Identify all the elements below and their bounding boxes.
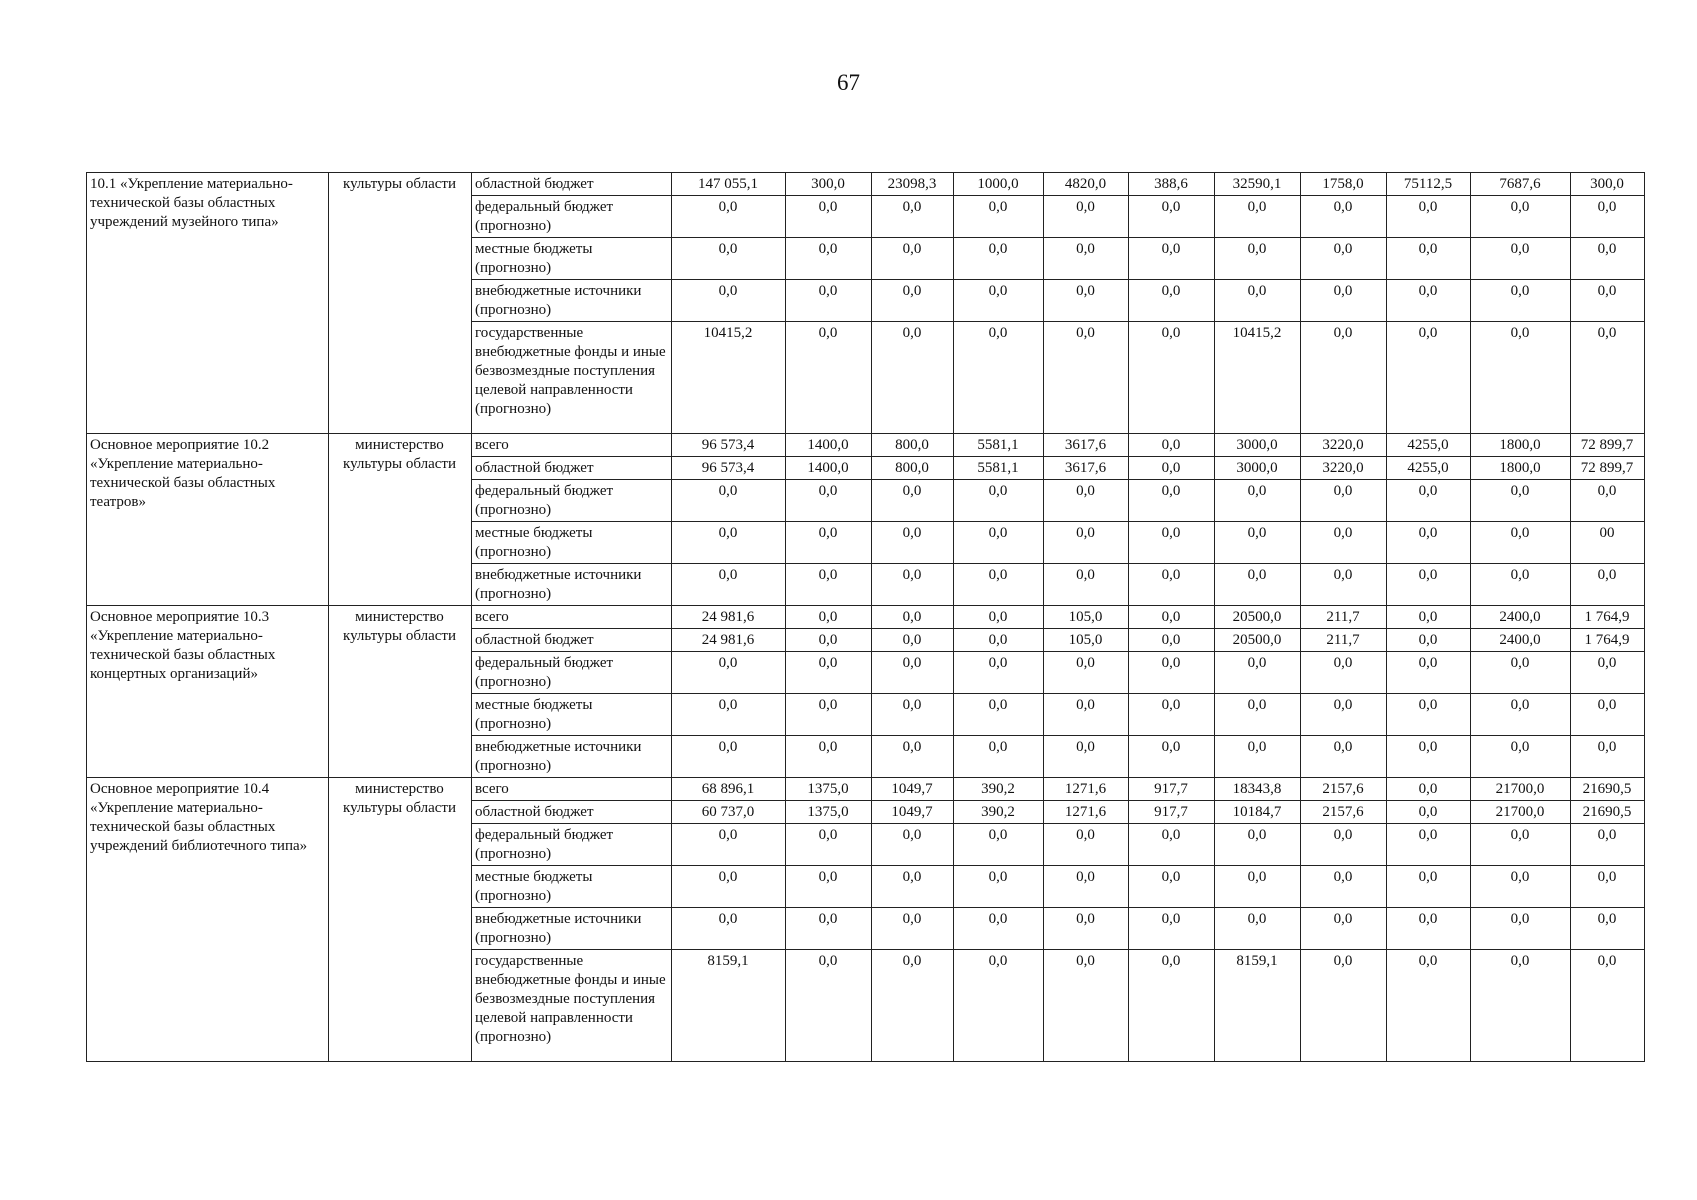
year-amount-cell: 1049,7 [872,801,954,824]
year-amount-cell: 0,0 [954,629,1044,652]
total-amount-cell: 147 055,1 [672,173,786,196]
year-amount-cell: 0,0 [1387,238,1471,280]
year-amount-cell: 0,0 [1044,652,1129,694]
year-amount-cell: 75112,5 [1387,173,1471,196]
total-amount-cell: 0,0 [672,522,786,564]
year-amount-cell: 0,0 [1571,736,1645,778]
year-amount-cell: 0,0 [1571,280,1645,322]
year-amount-cell: 0,0 [1129,866,1215,908]
year-amount-cell: 0,0 [872,950,954,1062]
activity-title: Основное мероприятие 10.3 «Укрепление материально-технической базы областных концертных организаций» [87,606,329,778]
year-amount-cell: 0,0 [1129,629,1215,652]
year-amount-cell: 0,0 [1301,736,1387,778]
year-amount-cell: 0,0 [786,866,872,908]
year-amount-cell: 0,0 [1215,824,1301,866]
year-amount-cell: 0,0 [786,196,872,238]
year-amount-cell: 0,0 [1387,196,1471,238]
year-amount-cell: 0,0 [1387,652,1471,694]
year-amount-cell: 21690,5 [1571,778,1645,801]
year-amount-cell: 0,0 [1044,238,1129,280]
year-amount-cell: 0,0 [1215,736,1301,778]
year-amount-cell: 0,0 [1215,908,1301,950]
year-amount-cell: 1375,0 [786,778,872,801]
year-amount-cell: 1271,6 [1044,801,1129,824]
year-amount-cell: 0,0 [872,866,954,908]
year-amount-cell: 0,0 [786,950,872,1062]
year-amount-cell: 0,0 [1044,950,1129,1062]
year-amount-cell: 1049,7 [872,778,954,801]
year-amount-cell: 0,0 [954,606,1044,629]
table-row [87,606,1645,629]
year-amount-cell: 0,0 [1301,238,1387,280]
year-amount-cell: 0,0 [1471,824,1571,866]
year-amount-cell: 0,0 [1215,522,1301,564]
year-amount-cell: 32590,1 [1215,173,1301,196]
year-amount-cell: 0,0 [954,322,1044,434]
year-amount-cell: 7687,6 [1471,173,1571,196]
year-amount-cell: 0,0 [1471,736,1571,778]
year-amount-cell: 0,0 [1215,866,1301,908]
year-amount-cell: 0,0 [1301,652,1387,694]
funding-source: федеральный бюджет (прогнозно) [472,480,672,522]
year-amount-cell: 2400,0 [1471,629,1571,652]
total-amount-cell: 0,0 [672,908,786,950]
year-amount-cell: 10415,2 [1215,322,1301,434]
total-amount-cell: 24 981,6 [672,629,786,652]
funding-source: местные бюджеты (прогнозно) [472,694,672,736]
budget-table-body [87,173,1645,1062]
funding-source: государственные внебюджетные фонды и иные безвозмездные поступления целевой направленности (прогнозно) [472,322,672,434]
year-amount-cell: 0,0 [786,522,872,564]
year-amount-cell: 0,0 [1571,694,1645,736]
total-amount-cell: 24 981,6 [672,606,786,629]
year-amount-cell: 0,0 [1044,736,1129,778]
year-amount-cell: 0,0 [872,480,954,522]
page-number: 67 [837,70,860,95]
year-amount-cell: 0,0 [1571,196,1645,238]
funding-source: всего [472,434,672,457]
year-amount-cell: 0,0 [1471,280,1571,322]
year-amount-cell: 0,0 [1301,280,1387,322]
year-amount-cell: 0,0 [1044,196,1129,238]
funding-source: всего [472,606,672,629]
year-amount-cell: 0,0 [1044,824,1129,866]
budget-table [86,172,1645,1062]
year-amount-cell: 0,0 [872,908,954,950]
responsible-executor: культуры области [329,173,472,434]
year-amount-cell: 0,0 [1471,908,1571,950]
funding-source: местные бюджеты (прогнозно) [472,238,672,280]
year-amount-cell: 0,0 [786,736,872,778]
year-amount-cell: 5581,1 [954,434,1044,457]
year-amount-cell: 800,0 [872,457,954,480]
year-amount-cell: 0,0 [1044,522,1129,564]
year-amount-cell: 0,0 [1129,606,1215,629]
year-amount-cell: 0,0 [954,238,1044,280]
year-amount-cell: 0,0 [786,480,872,522]
funding-source: федеральный бюджет (прогнозно) [472,652,672,694]
year-amount-cell: 1800,0 [1471,434,1571,457]
year-amount-cell: 0,0 [786,606,872,629]
year-amount-cell: 1 764,9 [1571,629,1645,652]
year-amount-cell: 72 899,7 [1571,457,1645,480]
total-amount-cell: 0,0 [672,824,786,866]
year-amount-cell: 0,0 [1301,564,1387,606]
year-amount-cell: 0,0 [872,280,954,322]
year-amount-cell: 1000,0 [954,173,1044,196]
year-amount-cell: 0,0 [1044,866,1129,908]
year-amount-cell: 0,0 [1387,606,1471,629]
funding-source: государственные внебюджетные фонды и иные безвозмездные поступления целевой направленности (прогнозно) [472,950,672,1062]
funding-source: областной бюджет [472,629,672,652]
year-amount-cell: 0,0 [1471,866,1571,908]
year-amount-cell: 300,0 [1571,173,1645,196]
year-amount-cell: 0,0 [1129,908,1215,950]
year-amount-cell: 0,0 [1387,866,1471,908]
funding-source: внебюджетные источники (прогнозно) [472,564,672,606]
year-amount-cell: 105,0 [1044,606,1129,629]
year-amount-cell: 0,0 [1129,652,1215,694]
year-amount-cell: 0,0 [1471,480,1571,522]
year-amount-cell: 0,0 [1571,564,1645,606]
total-amount-cell: 0,0 [672,238,786,280]
year-amount-cell: 3000,0 [1215,457,1301,480]
total-amount-cell: 60 737,0 [672,801,786,824]
year-amount-cell: 0,0 [1387,736,1471,778]
total-amount-cell: 8159,1 [672,950,786,1062]
year-amount-cell: 0,0 [954,908,1044,950]
year-amount-cell: 0,0 [1387,480,1471,522]
year-amount-cell: 21690,5 [1571,801,1645,824]
year-amount-cell: 0,0 [1301,480,1387,522]
total-amount-cell: 0,0 [672,564,786,606]
activity-title: Основное мероприятие 10.4 «Укрепление материально-технической базы областных учреждений библиотечного типа» [87,778,329,1062]
year-amount-cell: 0,0 [1129,522,1215,564]
year-amount-cell: 0,0 [1571,824,1645,866]
year-amount-cell: 3000,0 [1215,434,1301,457]
funding-source: всего [472,778,672,801]
activity-title: 10.1 «Укрепление материально-технической базы областных учреждений музейного типа» [87,173,329,434]
year-amount-cell: 0,0 [872,606,954,629]
year-amount-cell: 0,0 [954,522,1044,564]
year-amount-cell: 0,0 [786,629,872,652]
year-amount-cell: 0,0 [1301,824,1387,866]
year-amount-cell: 390,2 [954,778,1044,801]
funding-source: областной бюджет [472,457,672,480]
year-amount-cell: 1375,0 [786,801,872,824]
year-amount-cell: 1800,0 [1471,457,1571,480]
year-amount-cell: 1271,6 [1044,778,1129,801]
year-amount-cell: 0,0 [786,322,872,434]
year-amount-cell: 0,0 [1301,908,1387,950]
year-amount-cell: 0,0 [1301,522,1387,564]
year-amount-cell: 0,0 [1044,908,1129,950]
year-amount-cell: 0,0 [1301,322,1387,434]
year-amount-cell: 0,0 [872,694,954,736]
year-amount-cell: 20500,0 [1215,629,1301,652]
year-amount-cell: 0,0 [1129,694,1215,736]
year-amount-cell: 0,0 [872,196,954,238]
year-amount-cell: 3220,0 [1301,457,1387,480]
year-amount-cell: 0,0 [1129,280,1215,322]
year-amount-cell: 0,0 [1387,824,1471,866]
year-amount-cell: 0,0 [1129,434,1215,457]
year-amount-cell: 211,7 [1301,629,1387,652]
year-amount-cell: 0,0 [1129,736,1215,778]
total-amount-cell: 96 573,4 [672,457,786,480]
year-amount-cell: 0,0 [1044,564,1129,606]
year-amount-cell: 0,0 [1215,652,1301,694]
year-amount-cell: 0,0 [1215,280,1301,322]
year-amount-cell: 0,0 [872,564,954,606]
year-amount-cell: 0,0 [1387,778,1471,801]
total-amount-cell: 0,0 [672,280,786,322]
year-amount-cell: 00 [1571,522,1645,564]
year-amount-cell: 0,0 [1129,480,1215,522]
funding-source: внебюджетные источники (прогнозно) [472,736,672,778]
year-amount-cell: 0,0 [1129,322,1215,434]
year-amount-cell: 0,0 [786,652,872,694]
year-amount-cell: 0,0 [1571,866,1645,908]
year-amount-cell: 1758,0 [1301,173,1387,196]
year-amount-cell: 0,0 [786,824,872,866]
year-amount-cell: 0,0 [1301,866,1387,908]
funding-source: местные бюджеты (прогнозно) [472,522,672,564]
year-amount-cell: 0,0 [1571,238,1645,280]
year-amount-cell: 0,0 [1129,950,1215,1062]
year-amount-cell: 0,0 [954,564,1044,606]
year-amount-cell: 0,0 [1571,480,1645,522]
funding-source: федеральный бюджет (прогнозно) [472,196,672,238]
year-amount-cell: 0,0 [786,238,872,280]
year-amount-cell: 0,0 [954,694,1044,736]
year-amount-cell: 0,0 [954,736,1044,778]
year-amount-cell: 0,0 [1471,196,1571,238]
year-amount-cell: 4255,0 [1387,457,1471,480]
year-amount-cell: 0,0 [872,629,954,652]
total-amount-cell: 0,0 [672,694,786,736]
year-amount-cell: 0,0 [1387,522,1471,564]
year-amount-cell: 0,0 [1129,238,1215,280]
year-amount-cell: 0,0 [954,480,1044,522]
responsible-executor: министерство культуры области [329,778,472,1062]
year-amount-cell: 0,0 [1571,652,1645,694]
year-amount-cell: 0,0 [1215,238,1301,280]
total-amount-cell: 0,0 [672,866,786,908]
year-amount-cell: 0,0 [954,196,1044,238]
year-amount-cell: 72 899,7 [1571,434,1645,457]
year-amount-cell: 0,0 [1471,238,1571,280]
funding-source: внебюджетные источники (прогнозно) [472,908,672,950]
year-amount-cell: 0,0 [1215,196,1301,238]
year-amount-cell: 10184,7 [1215,801,1301,824]
year-amount-cell: 21700,0 [1471,801,1571,824]
year-amount-cell: 105,0 [1044,629,1129,652]
year-amount-cell: 0,0 [954,824,1044,866]
year-amount-cell: 3617,6 [1044,434,1129,457]
year-amount-cell: 2400,0 [1471,606,1571,629]
year-amount-cell: 5581,1 [954,457,1044,480]
year-amount-cell: 0,0 [1215,694,1301,736]
year-amount-cell: 0,0 [1471,652,1571,694]
year-amount-cell: 0,0 [786,280,872,322]
year-amount-cell: 0,0 [786,564,872,606]
year-amount-cell: 0,0 [1129,564,1215,606]
year-amount-cell: 0,0 [1044,694,1129,736]
funding-source: внебюджетные источники (прогнозно) [472,280,672,322]
year-amount-cell: 23098,3 [872,173,954,196]
year-amount-cell: 0,0 [1387,908,1471,950]
year-amount-cell: 388,6 [1129,173,1215,196]
total-amount-cell: 10415,2 [672,322,786,434]
year-amount-cell: 0,0 [1129,457,1215,480]
funding-source: местные бюджеты (прогнозно) [472,866,672,908]
year-amount-cell: 0,0 [872,322,954,434]
table-row [87,778,1645,801]
year-amount-cell: 390,2 [954,801,1044,824]
funding-source: федеральный бюджет (прогнозно) [472,824,672,866]
year-amount-cell: 2157,6 [1301,778,1387,801]
year-amount-cell: 4820,0 [1044,173,1129,196]
year-amount-cell: 0,0 [1215,480,1301,522]
year-amount-cell: 3617,6 [1044,457,1129,480]
total-amount-cell: 0,0 [672,196,786,238]
year-amount-cell: 4255,0 [1387,434,1471,457]
funding-source: областной бюджет [472,173,672,196]
year-amount-cell: 3220,0 [1301,434,1387,457]
total-amount-cell: 0,0 [672,652,786,694]
year-amount-cell: 0,0 [1571,322,1645,434]
year-amount-cell: 0,0 [1471,522,1571,564]
year-amount-cell: 0,0 [1215,564,1301,606]
year-amount-cell: 0,0 [954,950,1044,1062]
table-row [87,173,1645,196]
year-amount-cell: 0,0 [1387,629,1471,652]
year-amount-cell: 1 764,9 [1571,606,1645,629]
responsible-executor: министерство культуры области [329,606,472,778]
year-amount-cell: 0,0 [872,238,954,280]
year-amount-cell: 0,0 [954,280,1044,322]
year-amount-cell: 0,0 [1471,322,1571,434]
year-amount-cell: 0,0 [1387,801,1471,824]
responsible-executor: министерство культуры области [329,434,472,606]
year-amount-cell: 0,0 [872,522,954,564]
year-amount-cell: 0,0 [1387,694,1471,736]
year-amount-cell: 0,0 [1301,196,1387,238]
year-amount-cell: 8159,1 [1215,950,1301,1062]
year-amount-cell: 21700,0 [1471,778,1571,801]
year-amount-cell: 0,0 [872,824,954,866]
year-amount-cell: 0,0 [1471,950,1571,1062]
year-amount-cell: 1400,0 [786,434,872,457]
year-amount-cell: 0,0 [954,652,1044,694]
year-amount-cell: 0,0 [954,866,1044,908]
year-amount-cell: 300,0 [786,173,872,196]
year-amount-cell: 0,0 [1129,196,1215,238]
total-amount-cell: 0,0 [672,736,786,778]
year-amount-cell: 20500,0 [1215,606,1301,629]
year-amount-cell: 0,0 [1571,950,1645,1062]
year-amount-cell: 917,7 [1129,778,1215,801]
year-amount-cell: 0,0 [1471,564,1571,606]
year-amount-cell: 0,0 [1571,908,1645,950]
year-amount-cell: 800,0 [872,434,954,457]
funding-source: областной бюджет [472,801,672,824]
total-amount-cell: 0,0 [672,480,786,522]
year-amount-cell: 1400,0 [786,457,872,480]
year-amount-cell: 0,0 [1129,824,1215,866]
year-amount-cell: 0,0 [786,908,872,950]
year-amount-cell: 2157,6 [1301,801,1387,824]
total-amount-cell: 96 573,4 [672,434,786,457]
year-amount-cell: 0,0 [1301,950,1387,1062]
table-row [87,434,1645,457]
activity-title: Основное мероприятие 10.2 «Укрепление материально-технической базы областных театров» [87,434,329,606]
year-amount-cell: 0,0 [1044,480,1129,522]
year-amount-cell: 0,0 [1387,950,1471,1062]
year-amount-cell: 0,0 [1301,694,1387,736]
year-amount-cell: 211,7 [1301,606,1387,629]
year-amount-cell: 0,0 [1471,694,1571,736]
year-amount-cell: 0,0 [1044,322,1129,434]
year-amount-cell: 0,0 [1387,564,1471,606]
year-amount-cell: 0,0 [1387,322,1471,434]
year-amount-cell: 917,7 [1129,801,1215,824]
year-amount-cell: 0,0 [872,652,954,694]
year-amount-cell: 0,0 [786,694,872,736]
total-amount-cell: 68 896,1 [672,778,786,801]
year-amount-cell: 0,0 [1387,280,1471,322]
year-amount-cell: 0,0 [1044,280,1129,322]
year-amount-cell: 0,0 [872,736,954,778]
year-amount-cell: 18343,8 [1215,778,1301,801]
